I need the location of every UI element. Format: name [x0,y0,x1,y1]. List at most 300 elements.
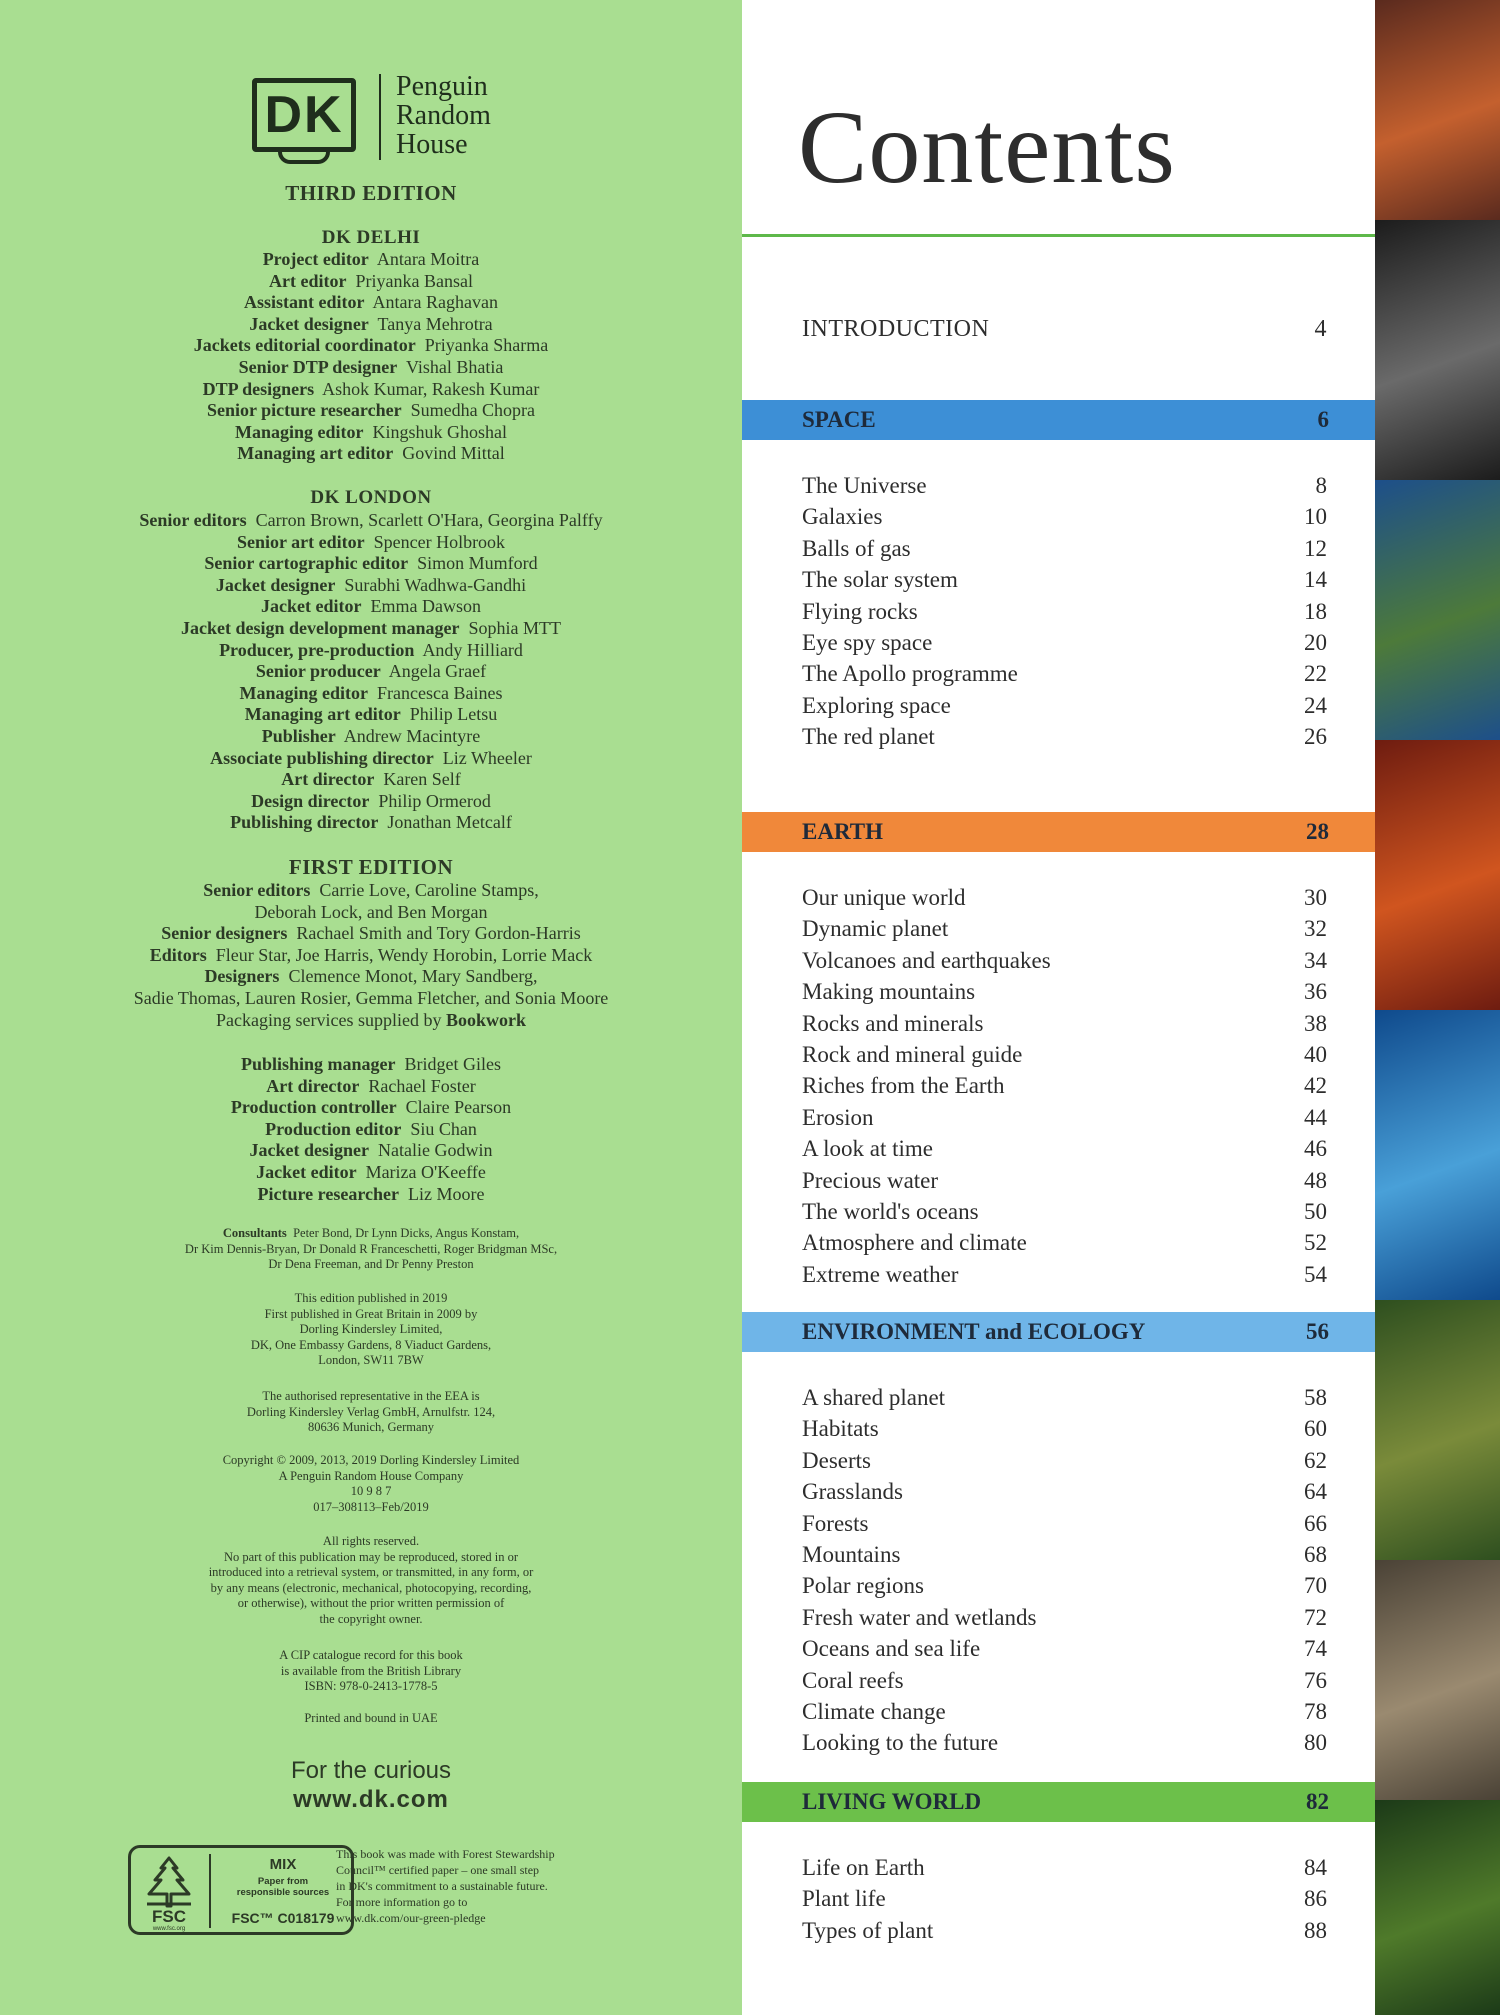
credit-names: Emma Dawson [370,596,481,617]
credit-names: Mariza O'Keeffe [365,1161,486,1182]
toc-entry-page: 8 [1315,473,1327,498]
credit-names: Carron Brown, Scarlett O'Hara, Georgina Palffy [255,510,603,530]
first-edition-heading: FIRST EDITION [288,855,454,879]
toc-entry-page: 68 [1304,1542,1327,1567]
credit-line [0,1119,742,1141]
toc-entry-title: Making mountains [802,979,976,1005]
credit-line [0,553,742,575]
credit-role: DTP designers [202,378,315,399]
fsc-divider [209,1854,211,1928]
toc-entry-title: Climate change [802,1699,946,1724]
credit-line [0,704,742,726]
consultants-line: Dr Dena Freeman, and Dr Penny Preston [268,1257,474,1271]
credit-role: Jacket editor [261,596,362,617]
fsc-web: www.fsc.org [152,1926,186,1932]
eea-representative [0,1389,742,1436]
credit-names: Francesca Baines [377,682,503,703]
credit-line [0,902,742,924]
toc-entry-page: 62 [1304,1447,1327,1473]
tagline: For the curious [290,1757,452,1784]
credit-names: Clemence Monot, Mary Sandberg, [288,966,538,987]
toc-entry[interactable] [742,690,1375,722]
text-line: This book was made with Forest Stewardship [336,1847,555,1861]
book-icon [278,152,330,164]
toc-entry-title: Atmosphere and climate [802,1230,1027,1256]
credit-role: Senior cartographic editor [204,553,409,574]
toc-entry-page: 52 [1304,1230,1327,1256]
third-edition-heading: THIRD EDITION [285,181,457,205]
photo-nebula [1375,0,1500,220]
toc-entry[interactable] [742,1008,1375,1040]
contents-page [742,0,1375,2015]
credit-line [0,596,742,618]
credit-role: Producer, pre-production [219,639,415,660]
toc-entry-page: 84 [1304,1855,1327,1880]
toc-entry-title: Erosion [802,1104,874,1130]
credit-line [0,510,742,532]
toc-entry-page: 30 [1304,885,1327,910]
credit-names: Priyanka Sharma [424,335,549,356]
credit-names: Claire Pearson [405,1097,512,1118]
toc-entry-introduction[interactable] [742,313,1375,345]
credit-names: Priyanka Bansal [355,270,473,291]
toc-entry-title: Life on Earth [802,1855,925,1880]
copyright-notice [0,1453,742,1515]
credit-line [0,923,742,945]
toc-entry[interactable] [742,1102,1375,1134]
toc-entry[interactable] [742,1413,1375,1445]
toc-entry-title: Looking to the future [802,1730,999,1756]
credit-line [0,271,742,293]
section-band-space[interactable] [742,400,1375,440]
photo-lava [1375,740,1500,1010]
credit-names: Jonathan Metcalf [387,812,512,833]
toc-entry-title: Habitats [802,1416,879,1442]
toc-entry[interactable] [742,1883,1375,1915]
toc-entry-page: 4 [1314,316,1327,342]
fsc-mix: MIX [269,1856,297,1873]
credit-role: Jackets editorial coordinator [193,335,416,356]
credit-line [0,791,742,813]
toc-entry-page: 76 [1304,1667,1327,1693]
toc-entry-title: Flying rocks [802,598,918,624]
credit-line [0,314,742,336]
credit-role: Production controller [230,1097,397,1118]
credit-names: Tanya Mehrotra [377,313,493,334]
credit-role: Project editor [262,249,369,269]
toc-entry-page: 18 [1304,598,1327,624]
text-line: No part of this publication may be reproduced, stored in or [223,1549,519,1564]
toc-entry[interactable] [742,976,1375,1008]
first-edition-credits [0,880,742,1010]
section-page: 28 [1306,819,1329,844]
toc-entry-page: 54 [1304,1261,1327,1287]
credit-line [0,988,742,1010]
toc-entry-page: 32 [1304,916,1327,942]
credit-role: Managing art editor [244,704,401,725]
photo-plants [1375,1800,1500,2015]
credit-names: Sophia MTT [468,617,561,638]
credit-role: Senior picture researcher [206,400,402,421]
consultants-line: Peter Bond, Dr Lynn Dicks, Angus Konstam, [293,1226,520,1240]
dk-logo-mark: DK [252,78,356,152]
toc-entry[interactable] [742,596,1375,628]
printed-in: Printed and bound in UAE [304,1711,438,1725]
fsc-paper-sources [213,1876,353,1898]
credit-names: Philip Letsu [409,704,498,725]
consultants-label: Consultants [222,1226,287,1240]
packaging-line [0,1010,742,1032]
section-page: 56 [1306,1319,1329,1344]
photo-astronaut [1375,220,1500,480]
credit-role: Art director [281,769,375,790]
toc-entry[interactable] [742,721,1375,753]
credit-line [0,880,742,902]
credit-line [0,726,742,748]
toc-entry[interactable] [742,1165,1375,1197]
credit-line [0,1097,742,1119]
credit-line [0,1184,742,1206]
text-line: First published in Great Britain in 2009 by [264,1306,478,1321]
toc-entry[interactable] [742,1382,1375,1414]
credit-names: Carrie Love, Caroline Stamps, [319,880,539,900]
text-line: Copyright © 2009, 2013, 2019 Dorling Kindersley Limited [222,1453,520,1467]
credit-line [0,661,742,683]
credit-role: Managing editor [235,421,364,442]
toc-entry-page: 66 [1304,1510,1327,1536]
credit-line [0,400,742,422]
toc-entry-page: 78 [1304,1699,1327,1724]
credit-names: Antara Moitra [376,249,480,269]
credit-line [0,640,742,662]
fsc-label: FSC [152,1907,186,1926]
credit-line [0,769,742,791]
toc-entry[interactable] [742,1070,1375,1102]
toc-entry-title: Deserts [802,1447,871,1473]
publisher-line: Penguin [396,71,488,102]
toc-entry[interactable] [742,1602,1375,1634]
credit-names: Siu Chan [410,1118,477,1139]
consultants [0,1226,742,1273]
toc-entry-title: Types of plant [802,1917,934,1943]
credit-role: Jacket designer [249,313,369,334]
text-line: or otherwise), without the prior written permission of [237,1596,505,1610]
credit-line [0,575,742,597]
credit-role: Publisher [261,725,336,746]
credit-role: Art director [266,1075,360,1096]
credit-role: Publishing director [230,812,379,833]
toc-entry-title: Exploring space [802,692,951,718]
section-page: 6 [1317,407,1329,432]
credit-line [0,532,742,554]
text-line: in DK's commitment to a sustainable future. [336,1879,548,1893]
publication-details [0,1291,742,1369]
toc-entry[interactable] [742,1259,1375,1291]
toc-entry-page: 34 [1304,947,1327,973]
toc-entry-title: Eye spy space [802,630,933,655]
credit-line [0,1054,742,1076]
toc-entry-page: 60 [1304,1416,1327,1442]
credit-names: Natalie Godwin [378,1140,493,1161]
credit-line [0,1140,742,1162]
credit-line [0,1162,742,1184]
credit-names: Kingshuk Ghoshal [372,421,507,442]
credit-role: Assistant editor [244,292,365,313]
text-line: ISBN: 978-0-2413-1778-5 [304,1679,438,1693]
credit-line [0,422,742,444]
credit-line [0,945,742,967]
toc-entry[interactable] [742,1196,1375,1228]
toc-entry[interactable] [742,1445,1375,1477]
toc-entry[interactable] [742,564,1375,596]
credit-role: Designers [204,966,280,987]
toc-entry-page: 70 [1304,1573,1327,1599]
toc-entry[interactable] [742,658,1375,690]
toc-entry-page: 48 [1304,1167,1327,1193]
fsc-code: FSC™ C018179 [231,1910,335,1926]
toc-entry-page: 14 [1304,567,1327,593]
text-line: London, SW11 7BW [318,1353,424,1367]
toc-entry-title: Coral reefs [802,1667,904,1693]
toc-entry-page: 88 [1304,1917,1327,1943]
credit-names: Angela Graef [388,661,487,682]
credit-line [0,1076,742,1098]
text-line: the copyright owner. [319,1611,423,1626]
toc-entry-title: Rocks and minerals [802,1010,984,1036]
publisher-line: Random [396,100,491,131]
credit-role: Associate publishing director [210,747,434,768]
toc-entry-title: The solar system [802,567,958,593]
credit-role: Production editor [265,1118,402,1139]
credit-role: Jacket design development manager [181,617,460,638]
consultants-line: Dr Kim Dennis-Bryan, Dr Donald R Franceschetti, Roger Bridgman MSc, [184,1241,558,1256]
credit-names: Ashok Kumar, Rakesh Kumar [322,378,540,399]
toc-entry-page: 74 [1304,1636,1327,1662]
credit-line [0,292,742,314]
toc-entry[interactable] [742,1852,1375,1884]
text-line: by any means (electronic, mechanical, photocopying, recording, [210,1580,532,1595]
section-title: LIVING WORLD [802,1789,982,1814]
text-line: 017–308113–Feb/2019 [313,1499,429,1514]
toc-entry[interactable] [742,945,1375,977]
toc-entry-title: The world's oceans [802,1199,979,1224]
toc-entry-page: 58 [1304,1385,1327,1410]
packaging-company: Bookwork [445,1010,526,1030]
toc-entry-title: The Universe [802,473,927,498]
toc-entry[interactable] [742,1727,1375,1759]
credit-line [0,249,742,271]
text-line: For more information go to [336,1895,468,1909]
rights-reserved [0,1534,742,1627]
credit-line [0,618,742,640]
toc-entry-title: Extreme weather [802,1261,959,1287]
credit-role: Senior art editor [236,531,365,552]
credit-role: Picture researcher [257,1183,399,1204]
toc-entry-title: A shared planet [802,1385,946,1410]
toc-entry-title: Polar regions [802,1573,925,1599]
toc-entry-title: The Apollo programme [802,661,1018,687]
photo-river-forest [1375,1300,1500,1560]
credit-names: Bridget Giles [404,1054,502,1074]
toc-entry-page: 72 [1304,1604,1327,1630]
text-line: www.dk.com/our-green-pledge [336,1911,486,1925]
fsc-paper-line: responsible sources [236,1887,330,1898]
toc-entry-page: 44 [1304,1104,1327,1130]
credit-role: Senior producer [255,661,381,682]
dk-delhi-heading: DK DELHI [321,227,421,248]
toc-entry[interactable] [742,1227,1375,1259]
credit-names: Antara Raghavan [372,292,498,313]
toc-entry[interactable] [742,1633,1375,1665]
toc-entry[interactable] [742,1133,1375,1165]
text-line: Dorling Kindersley Verlag GmbH, Arnulfstr. 124, [246,1404,496,1419]
photo-elephants [1375,1560,1500,1800]
credit-names: Karen Self [383,769,461,790]
toc-entry[interactable] [742,1508,1375,1540]
text-line: is available from the British Library [280,1663,462,1678]
credit-line [0,379,742,401]
imprint-page [0,0,742,2015]
toc-entry[interactable] [742,627,1375,659]
text-line: All rights reserved. [322,1534,420,1548]
toc-entry-page: 80 [1304,1730,1327,1756]
fsc-note [336,1846,596,1926]
toc-entry[interactable] [742,913,1375,945]
credit-role: Senior editors [139,510,247,530]
text-line: The authorised representative in the EEA is [262,1389,480,1403]
toc-entry-page: 38 [1304,1010,1327,1036]
credit-role: Editors [149,944,207,965]
text-line: 80636 Munich, Germany [307,1420,435,1434]
toc-entry-page: 22 [1304,661,1327,687]
toc-entry-page: 36 [1304,979,1327,1005]
text-line: A CIP catalogue record for this book [279,1648,463,1662]
credit-names: Sumedha Chopra [410,400,536,421]
toc-entry-page: 12 [1304,535,1327,561]
credit-role: Jacket editor [256,1161,357,1182]
toc-entry-title: INTRODUCTION [802,316,990,342]
credit-role: Art editor [269,270,347,291]
section-title: SPACE [802,407,876,432]
toc-entry-title: Rock and mineral guide [802,1042,1023,1067]
section-band-earth[interactable] [742,812,1375,852]
toc-entry-page: 42 [1304,1073,1327,1099]
text-line: A Penguin Random House Company [278,1468,464,1483]
text-line: DK, One Embassy Gardens, 8 Viaduct Gardens, [250,1337,492,1352]
toc-entry-title: Galaxies [802,504,883,530]
first-edition-credits-2 [0,1054,742,1205]
publisher-name [396,72,491,159]
publisher-line: House [396,129,468,160]
packaging-text: Packaging services supplied by [216,1010,442,1030]
dk-london-heading: DK LONDON [310,487,432,508]
toc-entry[interactable] [742,470,1375,502]
toc-entry-title: Mountains [802,1542,901,1567]
toc-entry-title: A look at time [802,1136,933,1162]
credit-role: Managing editor [239,682,369,703]
credit-names: Deborah Lock, and Ben Morgan [254,901,488,922]
toc-entry-title: Plant life [802,1886,886,1912]
toc-entry-page: 20 [1304,630,1327,655]
credit-role: Design director [251,790,370,811]
toc-entry-title: Dynamic planet [802,916,949,942]
toc-entry-title: Our unique world [802,885,966,910]
toc-entry[interactable] [742,533,1375,565]
title-rule [742,234,1375,237]
text-line: introduced into a retrieval system, or transmitted, in any form, or [208,1565,534,1579]
website-link[interactable]: www.dk.com [293,1786,449,1813]
tagline-block [0,1756,742,1814]
credit-line [0,966,742,988]
credit-names: Rachael Foster [368,1075,476,1096]
toc-entry-title: Volcanoes and earthquakes [802,947,1051,973]
toc-entry-page: 26 [1304,724,1327,750]
credit-names: Liz Wheeler [442,747,532,768]
credit-names: Liz Moore [407,1183,485,1204]
photo-shark [1375,1010,1500,1300]
dk-london-credits [0,510,742,834]
toc-entry-title: Forests [802,1510,869,1536]
credit-role: Jacket designer [249,1140,369,1161]
section-band-living-world[interactable] [742,1782,1375,1822]
toc-entry[interactable] [742,1665,1375,1697]
logo-divider [379,74,381,160]
toc-entry[interactable] [742,1915,1375,1947]
credit-role: Jacket designer [215,574,336,595]
toc-entry-title: Grasslands [802,1479,903,1505]
text-line: Council™ certified paper – one small step [336,1863,540,1877]
credit-line [0,357,742,379]
toc-entry-page: 24 [1304,692,1327,718]
toc-entry[interactable] [742,1039,1375,1071]
credit-names: Govind Mittal [402,443,505,464]
toc-entry-title: Oceans and sea life [802,1636,981,1662]
credit-role: Senior DTP designer [238,356,398,377]
credit-role: Managing art editor [237,443,394,464]
cip-record [0,1648,742,1695]
credit-role: Senior editors [203,880,311,900]
credit-line [0,812,742,834]
credit-line [0,443,742,465]
dk-delhi-credits [0,249,742,465]
text-line: Dorling Kindersley Limited, [299,1322,443,1336]
fsc-paper-line: Paper from [257,1876,309,1887]
toc-entry[interactable] [742,1539,1375,1571]
fsc-badge [128,1845,354,1935]
page-title: Contents [798,90,1176,205]
toc-entry[interactable] [742,1476,1375,1508]
toc-entry-page: 10 [1304,504,1327,530]
text-line: This edition published in 2019 [294,1291,448,1305]
credit-names: Rachael Smith and Tory Gordon-Harris [296,923,581,944]
toc-entry[interactable] [742,501,1375,533]
toc-entry[interactable] [742,1570,1375,1602]
section-page: 82 [1306,1789,1329,1814]
toc-entry-title: Riches from the Earth [802,1073,1005,1099]
toc-entry[interactable] [742,882,1375,914]
credit-names: Andrew Macintyre [343,725,481,746]
toc-entry[interactable] [742,1696,1375,1728]
fsc-tree-icon [141,1854,197,1914]
credit-names: Fleur Star, Joe Harris, Wendy Horobin, Lorrie Mack [215,944,593,965]
credit-names: Simon Mumford [417,553,538,574]
section-band-environment-and-ecology[interactable] [742,1312,1375,1352]
credit-role: Senior designers [161,923,288,944]
text-line: 10 9 8 7 [350,1484,392,1498]
dk-penguin-random-house-logo [252,71,552,166]
credit-line [0,335,742,357]
credit-names: Vishal Bhatia [405,356,504,377]
